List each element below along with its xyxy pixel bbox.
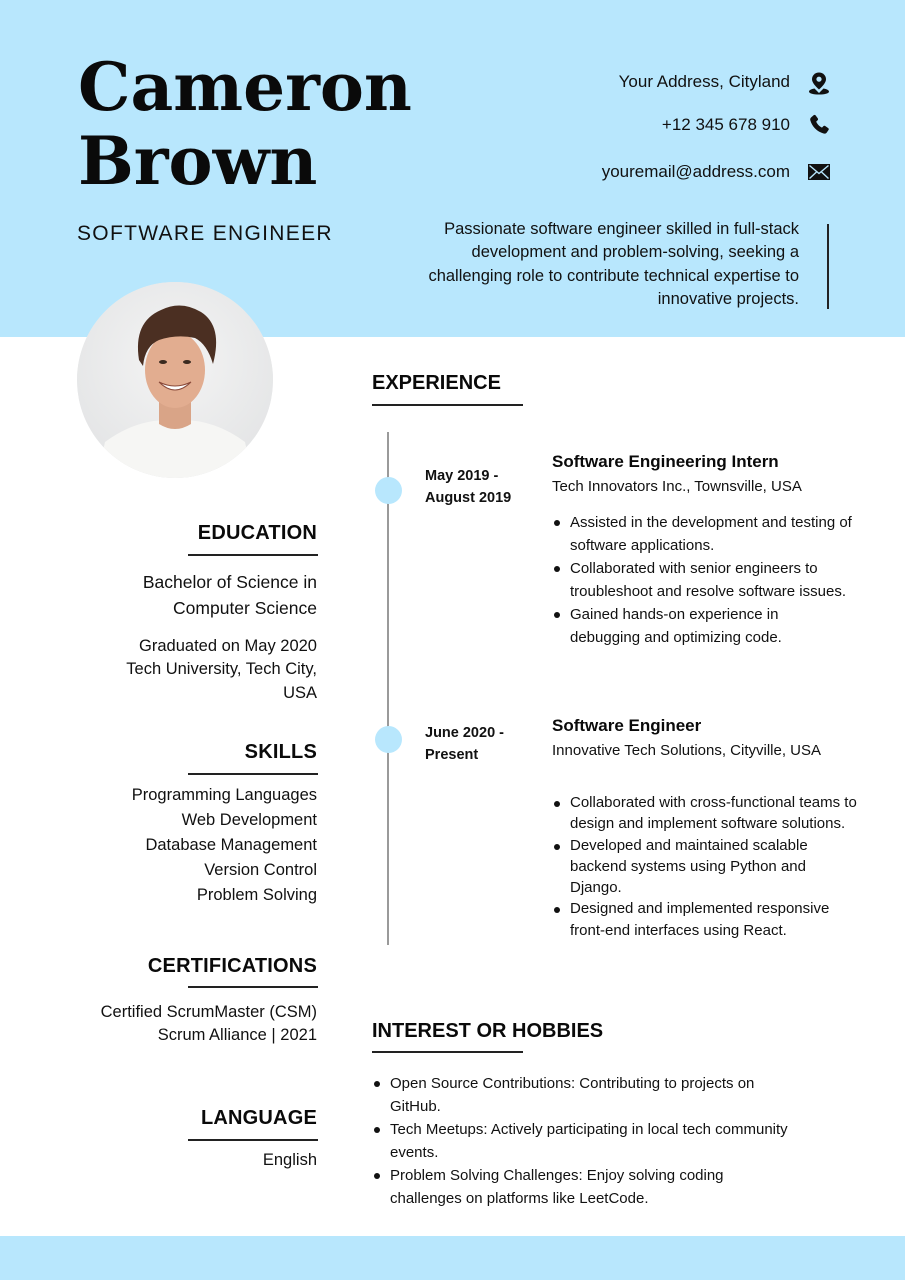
- skills-divider: [188, 773, 318, 775]
- contact-email: youremail@address.com: [601, 162, 790, 181]
- first-name: Cameron: [78, 48, 412, 126]
- education-divider: [188, 554, 318, 556]
- education-degree-line2: Computer Science: [173, 598, 317, 618]
- timeline-dot: [375, 726, 402, 753]
- hobbies-divider: [372, 1051, 523, 1053]
- job-bullets: [552, 792, 857, 941]
- job-bullet: Gained hands-on experience in debugging and optimizing code.: [552, 603, 852, 649]
- profile-photo: [77, 282, 273, 478]
- certification-issuer: Scrum Alliance | 2021: [157, 1026, 317, 1044]
- education-school-line2: USA: [283, 684, 317, 702]
- timeline-line: [387, 432, 389, 945]
- contact-phone: +12 345 678 910: [661, 115, 790, 134]
- job-role: Software Engineering Intern: [552, 452, 779, 471]
- hobbies-list: [372, 1072, 792, 1210]
- skill-item: Programming Languages: [131, 786, 317, 804]
- contact-address: Your Address, Cityland: [618, 72, 790, 91]
- certifications-divider: [188, 986, 318, 988]
- job-bullet: Developed and maintained scalable backend systems using Python and Django.: [552, 835, 857, 899]
- job-bullet: Designed and implemented responsive front-end interfaces using React.: [552, 898, 857, 941]
- education-graduated: Graduated on May 2020: [139, 637, 317, 655]
- experience-title: EXPERIENCE: [372, 372, 501, 394]
- timeline-dot: [375, 477, 402, 504]
- education-school-line1: Tech University, Tech City,: [126, 660, 317, 678]
- location-pin-icon: [807, 71, 831, 95]
- envelope-icon: [807, 160, 831, 184]
- hobby-item: Problem Solving Challenges: Enjoy solving coding challenges on platforms like LeetCode.: [372, 1164, 792, 1210]
- skill-item: Problem Solving: [196, 886, 317, 904]
- experience-divider: [372, 404, 523, 406]
- hobby-item: Tech Meetups: Actively participating in local tech community events.: [372, 1118, 792, 1164]
- job-title: SOFTWARE ENGINEER: [77, 222, 333, 245]
- skills-title: SKILLS: [244, 741, 317, 763]
- language-item: English: [262, 1151, 317, 1169]
- footer-band: [0, 1236, 905, 1280]
- job-date: June 2020 - Present: [425, 725, 504, 763]
- profile-summary: Passionate software engineer skilled in full-stack development and problem-solving, seeking a challenging role to contribute technical expertise to innovative projects.: [428, 220, 799, 308]
- education-title: EDUCATION: [197, 522, 317, 544]
- certifications-title: CERTIFICATIONS: [147, 955, 317, 977]
- hobbies-title: INTEREST OR HOBBIES: [372, 1020, 604, 1042]
- education-degree-line1: Bachelor of Science in: [142, 572, 317, 592]
- hobby-item: Open Source Contributions: Contributing to projects on GitHub.: [372, 1072, 792, 1118]
- summary-divider: [827, 224, 829, 309]
- skill-item: Database Management: [145, 836, 317, 854]
- phone-icon: [807, 113, 831, 137]
- language-divider: [188, 1139, 318, 1141]
- last-name: Brown: [78, 122, 318, 200]
- job-bullets: [552, 511, 852, 649]
- job-bullet: Collaborated with cross-functional teams to design and implement software solutions.: [552, 792, 857, 835]
- certification-name: Certified ScrumMaster (CSM): [100, 1003, 317, 1021]
- job-date: May 2019 - August 2019: [425, 468, 512, 506]
- job-company: Tech Innovators Inc., Townsville, USA: [552, 478, 802, 495]
- skill-item: Version Control: [204, 861, 317, 879]
- skill-item: Web Development: [181, 811, 317, 829]
- language-title: LANGUAGE: [200, 1107, 317, 1129]
- job-bullet: Assisted in the development and testing of software applications.: [552, 511, 852, 557]
- job-bullet: Collaborated with senior engineers to troubleshoot and resolve software issues.: [552, 557, 852, 603]
- job-role: Software Engineer: [552, 716, 702, 735]
- job-company: Innovative Tech Solutions, Cityville, USA: [552, 742, 822, 759]
- candidate-name: [78, 50, 412, 198]
